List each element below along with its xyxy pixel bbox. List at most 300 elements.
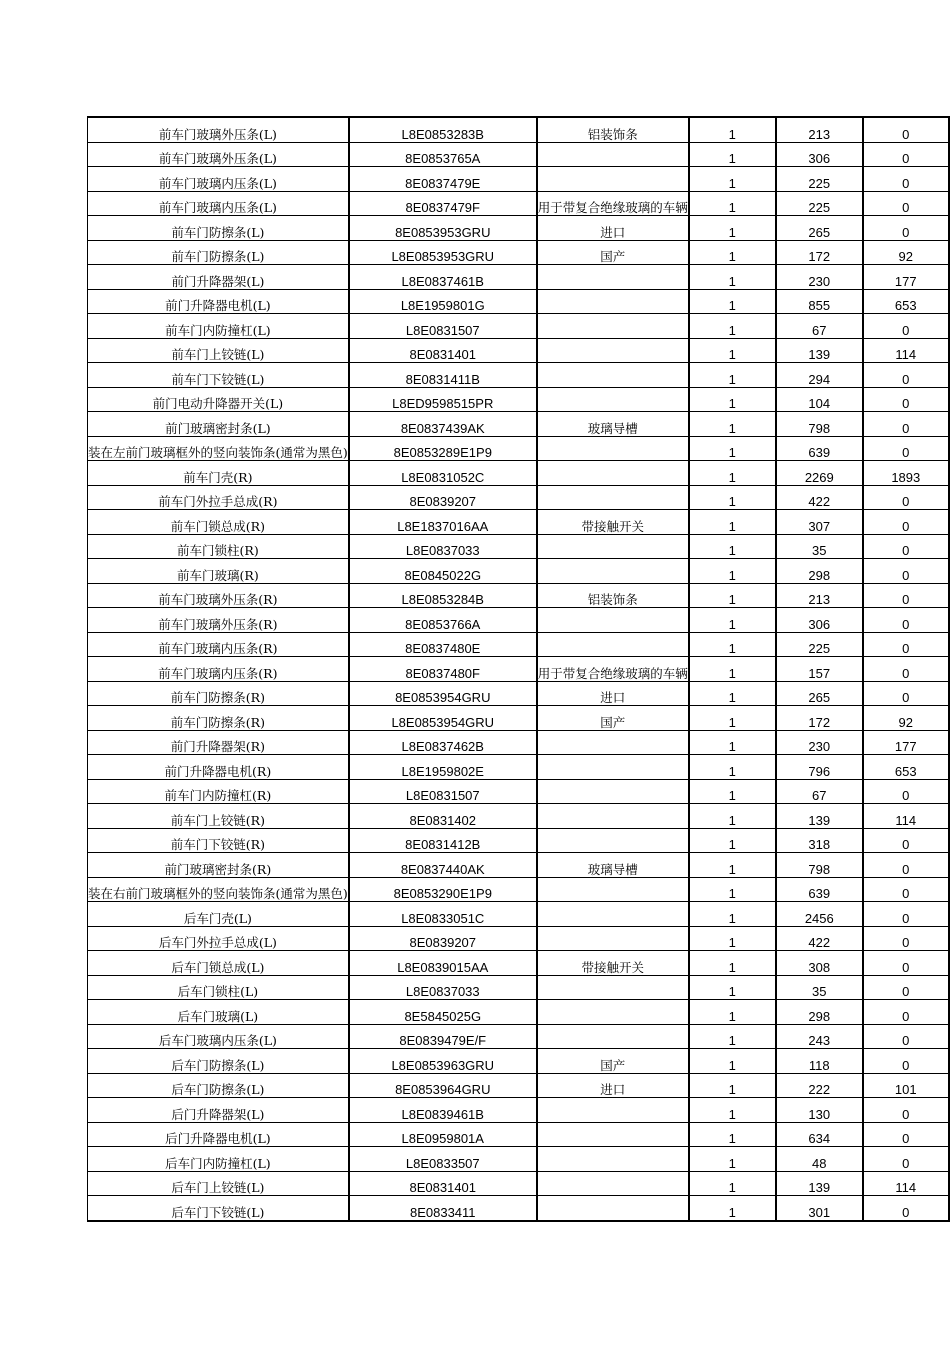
table-row <box>88 510 949 535</box>
value-b-cell <box>863 1073 949 1098</box>
value-a-cell <box>776 755 863 780</box>
part-number-cell-text: 8E0839207 <box>409 935 477 950</box>
value-b-cell <box>863 1000 949 1025</box>
note-cell-text: 进口 <box>600 224 626 240</box>
table-row <box>88 1098 949 1123</box>
table-row <box>88 1147 949 1172</box>
table-row <box>88 681 949 706</box>
value-a-cell <box>776 216 863 241</box>
part-name-cell-text: 前门升降器电机(R) <box>164 763 272 779</box>
part-number-cell-text: 8E0853964GRU <box>395 1082 491 1097</box>
table-row <box>88 216 949 241</box>
value-b-cell-text: 0 <box>902 837 910 852</box>
table-row <box>88 1122 949 1147</box>
part-number-cell <box>349 902 537 927</box>
note-cell <box>537 142 689 167</box>
part-name-cell-text: 前车门上铰链(R) <box>170 812 265 828</box>
quantity-cell <box>689 951 776 976</box>
value-b-cell-text: 177 <box>894 273 917 289</box>
part-name-cell-text: 前车门下铰链(L) <box>171 371 265 387</box>
value-a-cell-text: 139 <box>808 347 831 362</box>
part-name-cell <box>88 608 349 633</box>
note-cell <box>537 289 689 314</box>
part-name-cell-text: 后车门上铰链(L) <box>171 1180 265 1195</box>
value-a-cell <box>776 412 863 437</box>
value-b-cell-text: 114 <box>895 1180 917 1195</box>
note-cell <box>537 1049 689 1074</box>
value-a-cell-text: 130 <box>808 1106 831 1122</box>
value-a-cell-text: 265 <box>808 224 831 240</box>
value-a-cell-text: 634 <box>808 1131 831 1146</box>
table-row <box>88 167 949 192</box>
part-number-cell <box>349 853 537 878</box>
value-b-cell <box>863 951 949 976</box>
quantity-cell-text: 1 <box>728 420 736 436</box>
value-a-cell-text: 225 <box>808 200 831 215</box>
part-name-cell-text: 后车门锁柱(L) <box>177 984 259 999</box>
value-b-cell-text: 0 <box>902 861 910 877</box>
value-b-cell-text: 177 <box>894 739 917 754</box>
table-row <box>88 828 949 853</box>
quantity-cell <box>689 216 776 241</box>
value-a-cell-text: 104 <box>808 396 831 411</box>
part-name-cell <box>88 1073 349 1098</box>
value-b-cell <box>863 1122 949 1147</box>
quantity-cell <box>689 265 776 290</box>
table-row <box>88 804 949 829</box>
quantity-cell <box>689 779 776 804</box>
note-cell <box>537 387 689 412</box>
value-a-cell <box>776 485 863 510</box>
part-number-cell-text: L8E0837462B <box>401 739 484 754</box>
part-number-cell <box>349 436 537 461</box>
value-a-cell-text: 2456 <box>804 910 834 926</box>
quantity-cell <box>689 877 776 902</box>
quantity-cell <box>689 167 776 192</box>
value-a-cell <box>776 240 863 265</box>
part-number-cell-text: L8E0837033 <box>405 984 480 999</box>
value-a-cell-text: 318 <box>808 837 831 852</box>
part-name-cell-text: 后车门内防撞杠(L) <box>165 1155 271 1171</box>
table-row <box>88 951 949 976</box>
part-name-cell <box>88 1000 349 1025</box>
value-b-cell-text: 0 <box>902 1155 910 1171</box>
table-row <box>88 1049 949 1074</box>
value-b-cell-text: 653 <box>894 298 917 313</box>
quantity-cell <box>689 191 776 216</box>
quantity-cell <box>689 706 776 731</box>
table-row <box>88 1024 949 1049</box>
quantity-cell-text: 1 <box>728 665 736 681</box>
quantity-cell <box>689 583 776 608</box>
value-a-cell-text: 35 <box>812 984 827 999</box>
part-number-cell <box>349 583 537 608</box>
note-cell-text: 玻璃导槽 <box>587 420 638 436</box>
part-name-cell <box>88 142 349 167</box>
part-name-cell <box>88 117 349 142</box>
part-number-cell-text: 8E0831411B <box>405 371 480 387</box>
value-a-cell-text: 798 <box>808 420 831 436</box>
part-name-cell <box>88 681 349 706</box>
part-name-cell <box>88 240 349 265</box>
value-a-cell <box>776 1049 863 1074</box>
table-row <box>88 755 949 780</box>
part-name-cell <box>88 216 349 241</box>
part-name-cell-text: 后车门外拉手总成(L) <box>158 935 277 950</box>
value-a-cell <box>776 975 863 1000</box>
part-number-cell-text: 8E0837479E <box>405 175 481 191</box>
value-b-cell-text: 0 <box>902 592 910 607</box>
part-number-cell-text: L8E0853284B <box>401 592 484 607</box>
value-a-cell-text: 243 <box>808 1033 831 1048</box>
part-name-cell <box>88 853 349 878</box>
part-number-cell-text: L8E0837461B <box>401 273 484 289</box>
part-number-cell-text: L8E0853963GRU <box>391 1057 495 1073</box>
quantity-cell <box>689 240 776 265</box>
part-name-cell-text: 前车门玻璃内压条(R) <box>158 665 278 681</box>
part-name-cell-text: 后门升降器架(L) <box>171 1106 265 1122</box>
part-name-cell-text: 前车门外拉手总成(R) <box>158 494 278 509</box>
part-name-cell <box>88 167 349 192</box>
value-a-cell <box>776 730 863 755</box>
value-a-cell-text: 213 <box>808 126 831 142</box>
note-cell-text: 用于带复合绝缘玻璃的车辆 <box>537 200 688 215</box>
part-name-cell <box>88 363 349 388</box>
part-number-cell <box>349 608 537 633</box>
quantity-cell-text: 1 <box>728 543 736 558</box>
note-cell <box>537 828 689 853</box>
value-a-cell-text: 639 <box>808 445 831 460</box>
value-b-cell <box>863 314 949 339</box>
value-a-cell-text: 230 <box>808 739 831 754</box>
table-row <box>88 975 949 1000</box>
note-cell <box>537 1122 689 1147</box>
table-row <box>88 534 949 559</box>
part-number-cell <box>349 730 537 755</box>
note-cell <box>537 216 689 241</box>
value-a-cell <box>776 804 863 829</box>
value-b-cell <box>863 608 949 633</box>
value-a-cell <box>776 363 863 388</box>
part-number-cell <box>349 804 537 829</box>
value-b-cell <box>863 1171 949 1196</box>
note-cell <box>537 657 689 682</box>
part-name-cell-text: 前门升降器架(L) <box>171 273 265 289</box>
part-number-cell <box>349 926 537 951</box>
table-row <box>88 902 949 927</box>
part-number-cell-text: 8E0831401 <box>409 347 477 362</box>
quantity-cell-text: 1 <box>728 592 736 607</box>
value-b-cell-text: 0 <box>902 616 910 632</box>
part-name-cell-text: 前车门锁总成(R) <box>170 518 265 534</box>
note-cell <box>537 1098 689 1123</box>
part-name-cell <box>88 1196 349 1221</box>
value-b-cell <box>863 117 949 142</box>
part-number-cell-text: L8E0959801A <box>401 1131 484 1146</box>
note-cell <box>537 730 689 755</box>
table-row <box>88 706 949 731</box>
value-b-cell-text: 92 <box>898 714 914 730</box>
part-number-cell <box>349 1073 537 1098</box>
parts-table <box>87 116 950 1222</box>
value-b-cell <box>863 387 949 412</box>
part-name-cell <box>88 1122 349 1147</box>
part-name-cell <box>88 828 349 853</box>
quantity-cell-text: 1 <box>728 788 736 803</box>
value-b-cell <box>863 436 949 461</box>
value-b-cell-text: 0 <box>902 396 910 411</box>
part-number-cell-text: 8E0853954GRU <box>395 690 491 705</box>
value-a-cell <box>776 828 863 853</box>
quantity-cell-text: 1 <box>728 641 736 656</box>
part-name-cell-text: 前车门防擦条(L) <box>171 224 265 240</box>
part-name-cell <box>88 289 349 314</box>
part-number-cell <box>349 1122 537 1147</box>
value-a-cell <box>776 559 863 584</box>
part-name-cell <box>88 338 349 363</box>
part-number-cell <box>349 1000 537 1025</box>
note-cell <box>537 632 689 657</box>
part-name-cell-text: 装在左前门玻璃框外的竖向装饰条(通常为黑色) <box>88 445 348 460</box>
value-b-cell <box>863 191 949 216</box>
part-name-cell <box>88 314 349 339</box>
value-b-cell <box>863 559 949 584</box>
part-number-cell <box>349 338 537 363</box>
quantity-cell-text: 1 <box>728 763 736 779</box>
note-cell <box>537 877 689 902</box>
part-name-cell <box>88 877 349 902</box>
value-b-cell-text: 0 <box>902 371 910 387</box>
part-name-cell <box>88 975 349 1000</box>
value-a-cell-text: 796 <box>808 763 831 779</box>
quantity-cell <box>689 755 776 780</box>
table-row <box>88 632 949 657</box>
part-number-cell <box>349 706 537 731</box>
value-a-cell <box>776 461 863 486</box>
value-a-cell-text: 422 <box>808 494 831 509</box>
quantity-cell <box>689 608 776 633</box>
value-a-cell-text: 298 <box>808 567 831 583</box>
value-b-cell-text: 0 <box>902 641 910 656</box>
quantity-cell-text: 1 <box>728 249 736 264</box>
value-a-cell <box>776 853 863 878</box>
value-b-cell <box>863 1098 949 1123</box>
value-b-cell <box>863 412 949 437</box>
part-name-cell-text: 后车门下铰链(L) <box>171 1204 265 1220</box>
part-number-cell <box>349 951 537 976</box>
value-a-cell-text: 307 <box>808 518 831 534</box>
table-row <box>88 436 949 461</box>
note-cell <box>537 1024 689 1049</box>
part-name-cell-text: 前车门玻璃外压条(R) <box>158 592 278 607</box>
table-row <box>88 1171 949 1196</box>
note-cell <box>537 951 689 976</box>
value-a-cell <box>776 534 863 559</box>
table-row <box>88 853 949 878</box>
quantity-cell-text: 1 <box>728 1180 736 1195</box>
value-b-cell <box>863 730 949 755</box>
part-name-cell-text: 前车门玻璃内压条(L) <box>158 200 277 215</box>
part-number-cell <box>349 167 537 192</box>
part-number-cell <box>349 1196 537 1221</box>
quantity-cell-text: 1 <box>728 690 736 705</box>
part-number-cell <box>349 755 537 780</box>
part-name-cell-text: 前门玻璃密封条(R) <box>164 861 272 877</box>
quantity-cell <box>689 1049 776 1074</box>
table-row <box>88 877 949 902</box>
part-name-cell-text: 前车门玻璃外压条(L) <box>158 126 277 142</box>
part-number-cell <box>349 142 537 167</box>
value-a-cell <box>776 191 863 216</box>
quantity-cell <box>689 436 776 461</box>
part-number-cell-text: 8E0853289E1P9 <box>393 445 492 460</box>
part-name-cell <box>88 559 349 584</box>
value-a-cell <box>776 1122 863 1147</box>
value-a-cell <box>776 167 863 192</box>
table-row <box>88 461 949 486</box>
value-b-cell-text: 0 <box>902 567 910 583</box>
part-name-cell-text: 前车门防擦条(R) <box>170 690 265 705</box>
part-number-cell <box>349 485 537 510</box>
value-b-cell-text: 101 <box>894 1082 917 1097</box>
quantity-cell <box>689 363 776 388</box>
note-cell <box>537 534 689 559</box>
value-b-cell-text: 0 <box>902 420 910 436</box>
value-b-cell <box>863 167 949 192</box>
part-name-cell-text: 后车门防擦条(L) <box>171 1057 265 1073</box>
value-a-cell-text: 306 <box>808 616 831 632</box>
value-a-cell <box>776 289 863 314</box>
value-b-cell-text: 0 <box>902 1106 910 1122</box>
part-name-cell <box>88 534 349 559</box>
value-b-cell-text: 0 <box>902 322 910 338</box>
quantity-cell <box>689 975 776 1000</box>
part-name-cell-text: 前车门玻璃(R) <box>177 567 259 583</box>
part-number-cell <box>349 510 537 535</box>
value-b-cell-text: 0 <box>902 200 910 215</box>
value-b-cell-text: 0 <box>902 1033 910 1048</box>
part-name-cell-text: 后车门防擦条(L) <box>171 1082 265 1097</box>
table-row <box>88 559 949 584</box>
note-cell <box>537 608 689 633</box>
value-a-cell-text: 225 <box>808 175 831 191</box>
value-b-cell <box>863 877 949 902</box>
part-name-cell <box>88 657 349 682</box>
note-cell <box>537 975 689 1000</box>
table-row <box>88 657 949 682</box>
part-number-cell <box>349 289 537 314</box>
note-cell <box>537 461 689 486</box>
note-cell-text: 铝装饰条 <box>587 592 638 607</box>
part-name-cell <box>88 461 349 486</box>
quantity-cell <box>689 534 776 559</box>
note-cell <box>537 559 689 584</box>
value-a-cell-text: 798 <box>808 861 831 877</box>
value-b-cell <box>863 779 949 804</box>
part-number-cell-text: L8E0839461B <box>401 1106 484 1122</box>
table-row <box>88 265 949 290</box>
value-a-cell <box>776 951 863 976</box>
quantity-cell <box>689 142 776 167</box>
part-number-cell-text: 8E0837479F <box>405 200 480 215</box>
value-b-cell-text: 0 <box>902 1057 910 1073</box>
note-cell-text: 玻璃导槽 <box>587 861 638 877</box>
part-name-cell-text: 前车门玻璃内压条(R) <box>158 641 278 656</box>
table-row <box>88 1000 949 1025</box>
part-name-cell <box>88 1049 349 1074</box>
part-number-cell <box>349 534 537 559</box>
part-number-cell-text: L8E0853954GRU <box>391 714 495 730</box>
quantity-cell-text: 1 <box>728 518 736 534</box>
quantity-cell-text: 1 <box>728 151 736 166</box>
value-a-cell <box>776 436 863 461</box>
quantity-cell-text: 1 <box>728 910 736 926</box>
value-b-cell-text: 0 <box>902 959 910 975</box>
value-b-cell-text: 0 <box>902 886 910 901</box>
part-name-cell <box>88 730 349 755</box>
value-a-cell <box>776 583 863 608</box>
value-b-cell-text: 0 <box>902 518 910 534</box>
part-name-cell-text: 前车门防擦条(L) <box>171 249 265 264</box>
value-b-cell <box>863 142 949 167</box>
part-number-cell-text: 8E0853766A <box>405 616 481 632</box>
part-name-cell <box>88 902 349 927</box>
part-number-cell-text: L8E0833507 <box>405 1155 480 1171</box>
table-row <box>88 387 949 412</box>
value-a-cell <box>776 387 863 412</box>
quantity-cell <box>689 289 776 314</box>
part-number-cell <box>349 387 537 412</box>
note-cell <box>537 583 689 608</box>
quantity-cell-text: 1 <box>728 714 736 730</box>
value-a-cell <box>776 142 863 167</box>
quantity-cell <box>689 1073 776 1098</box>
value-b-cell-text: 1893 <box>891 469 921 485</box>
value-b-cell-text: 0 <box>902 543 910 558</box>
part-name-cell <box>88 632 349 657</box>
note-cell-text: 用于带复合绝缘玻璃的车辆 <box>537 665 688 681</box>
value-a-cell <box>776 1196 863 1221</box>
part-name-cell-text: 装在右前门玻璃框外的竖向装饰条(通常为黑色) <box>88 886 348 901</box>
part-number-cell-text: 8E0853953GRU <box>395 224 491 240</box>
value-b-cell-text: 92 <box>898 249 914 264</box>
quantity-cell-text: 1 <box>728 886 736 901</box>
part-number-cell-text: L8E0831052C <box>401 469 485 485</box>
quantity-cell <box>689 681 776 706</box>
quantity-cell-text: 1 <box>728 396 736 411</box>
note-cell-text: 带接触开关 <box>581 959 645 975</box>
value-b-cell-text: 114 <box>895 347 917 362</box>
part-number-cell-text: L8ED9598515PR <box>392 396 494 411</box>
value-b-cell <box>863 1147 949 1172</box>
value-a-cell <box>776 706 863 731</box>
note-cell <box>537 1147 689 1172</box>
value-a-cell-text: 639 <box>808 886 831 901</box>
note-cell-text: 国产 <box>600 249 626 264</box>
value-b-cell-text: 0 <box>902 665 910 681</box>
part-name-cell-text: 前车门内防撞杠(R) <box>164 788 272 803</box>
part-name-cell <box>88 1171 349 1196</box>
part-name-cell <box>88 706 349 731</box>
table-row <box>88 779 949 804</box>
value-b-cell-text: 0 <box>902 126 910 142</box>
table-row <box>88 1196 949 1221</box>
quantity-cell-text: 1 <box>728 984 736 999</box>
part-number-cell-text: 8E0837480E <box>405 641 481 656</box>
value-a-cell-text: 118 <box>808 1057 830 1073</box>
value-a-cell <box>776 1098 863 1123</box>
value-b-cell <box>863 1049 949 1074</box>
